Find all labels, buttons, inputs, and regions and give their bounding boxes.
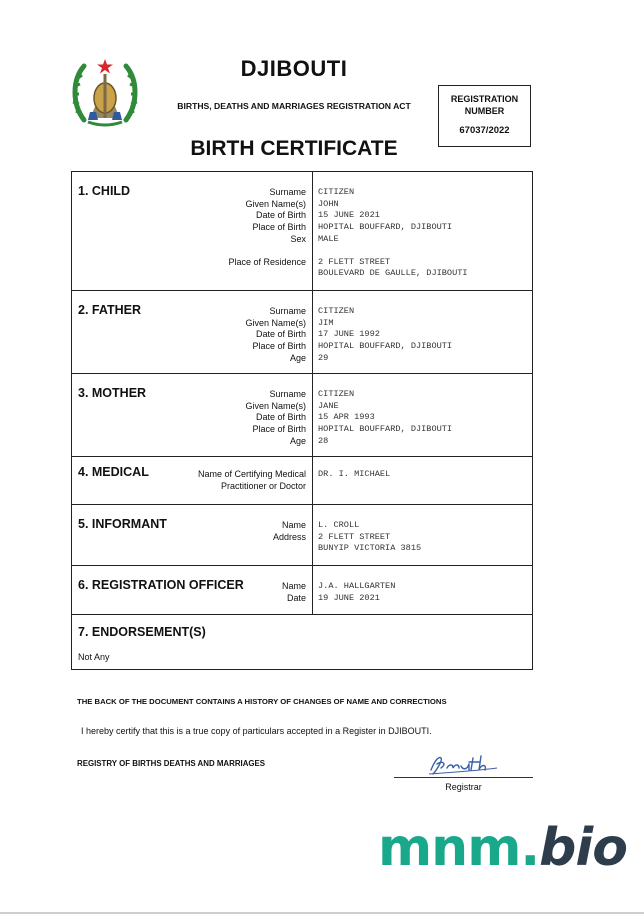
- label-date-of-birth: Date of Birth: [255, 412, 306, 423]
- label-given-names: Given Name(s): [245, 198, 306, 209]
- label-certifying-practitioner-line2: Practitioner or Doctor: [220, 480, 306, 491]
- label-place-of-birth: Place of Birth: [252, 424, 306, 435]
- value-address-line2: BUNYIP VICTORIA 3815: [318, 543, 422, 554]
- section-registration-officer: [72, 565, 532, 615]
- section-title: 2. FATHER: [78, 303, 141, 317]
- page-bottom-border: [0, 912, 644, 914]
- registry-name: REGISTRY OF BIRTHS DEATHS AND MARRIAGES: [77, 759, 266, 768]
- document-title: BIRTH CERTIFICATE: [190, 137, 398, 160]
- label-name: Name: [281, 520, 306, 530]
- label-address: Address: [272, 531, 306, 542]
- label-place-of-birth: Place of Birth: [252, 222, 306, 233]
- value-address-line1: 2 FLETT STREET: [318, 531, 391, 542]
- section-title: 7. ENDORSEMENT(S): [78, 625, 206, 639]
- label-certifying-practitioner: Name of Certifying Medical: [197, 469, 306, 479]
- value-date-of-birth: 15 APR 1993: [318, 412, 375, 423]
- watermark-part2: bio: [539, 818, 627, 878]
- label-surname: Surname: [269, 187, 306, 197]
- value-surname: CITIZEN: [318, 187, 355, 197]
- label-surname: Surname: [269, 306, 306, 316]
- value-given-names: JIM: [318, 317, 334, 328]
- section-child: [72, 172, 532, 290]
- label-age: Age: [289, 435, 306, 446]
- value-surname: CITIZEN: [318, 306, 355, 316]
- section-medical: [72, 456, 532, 505]
- label-sex: Sex: [290, 233, 306, 244]
- certification-statement: I hereby certify that this is a true copy of particulars accepted in a Register in DJIBOUTI.: [81, 726, 432, 736]
- value-place-of-birth: HOPITAL BOUFFARD, DJIBOUTI: [318, 222, 453, 233]
- watermark-logo: [378, 818, 627, 878]
- section-endorsements: [72, 614, 532, 670]
- section-title: 5. INFORMANT: [78, 517, 167, 531]
- value-age: 28: [318, 435, 329, 446]
- value-sex: MALE: [318, 233, 339, 244]
- section-title: 3. MOTHER: [78, 386, 147, 400]
- section-title: 4. MEDICAL: [78, 465, 149, 479]
- label-place-of-birth: Place of Birth: [252, 341, 306, 352]
- section-title: 1. CHILD: [78, 184, 131, 198]
- label-name: Name: [281, 581, 306, 591]
- label-date: Date: [286, 592, 306, 603]
- watermark-part1: mnm.: [378, 818, 540, 878]
- value-date: 19 JUNE 2021: [318, 592, 380, 603]
- coat-of-arms-icon: [70, 54, 140, 128]
- signature-line: [394, 777, 533, 778]
- section-title: 6. REGISTRATION OFFICER: [78, 578, 244, 592]
- country-name: DJIBOUTI: [240, 56, 348, 81]
- label-place-of-residence: Place of Residence: [228, 256, 306, 267]
- value-name: L. CROLL: [318, 520, 360, 530]
- value-given-names: JOHN: [318, 198, 339, 209]
- back-of-document-note: THE BACK OF THE DOCUMENT CONTAINS A HISTORY OF CHANGES OF NAME AND CORRECTIONS: [77, 697, 447, 706]
- registration-number-label: REGISTRATION NUMBER: [450, 94, 519, 116]
- value-given-names: JANE: [318, 400, 339, 411]
- section-mother: [72, 373, 532, 457]
- registration-number-value: 67037/2022: [459, 125, 510, 136]
- section-father: [72, 290, 532, 374]
- value-place-of-birth: HOPITAL BOUFFARD, DJIBOUTI: [318, 424, 453, 435]
- registration-number-box: [438, 85, 531, 147]
- value-age: 29: [318, 352, 329, 363]
- label-given-names: Given Name(s): [245, 400, 306, 411]
- registration-act: BIRTHS, DEATHS AND MARRIAGES REGISTRATION ACT: [177, 101, 411, 111]
- registrar-label: Registrar: [445, 782, 482, 792]
- value-residence-line2: BOULEVARD DE GAULLE, DJIBOUTI: [318, 268, 468, 279]
- section-informant: [72, 504, 532, 566]
- value-surname: CITIZEN: [318, 389, 355, 399]
- value-name: J.A. HALLGARTEN: [318, 581, 396, 591]
- label-given-names: Given Name(s): [245, 317, 306, 328]
- value-date-of-birth: 17 JUNE 1992: [318, 329, 380, 340]
- value-residence-line1: 2 FLETT STREET: [318, 256, 391, 267]
- label-date-of-birth: Date of Birth: [255, 329, 306, 340]
- registrar-signature-icon: [425, 752, 505, 778]
- value-certifying-practitioner: DR. I. MICHAEL: [318, 469, 391, 479]
- endorsements-value: Not Any: [78, 652, 110, 662]
- value-date-of-birth: 15 JUNE 2021: [318, 210, 380, 221]
- value-place-of-birth: HOPITAL BOUFFARD, DJIBOUTI: [318, 341, 453, 352]
- label-date-of-birth: Date of Birth: [255, 210, 306, 221]
- label-age: Age: [289, 352, 306, 363]
- certificate-form: [71, 171, 533, 670]
- label-surname: Surname: [269, 389, 306, 399]
